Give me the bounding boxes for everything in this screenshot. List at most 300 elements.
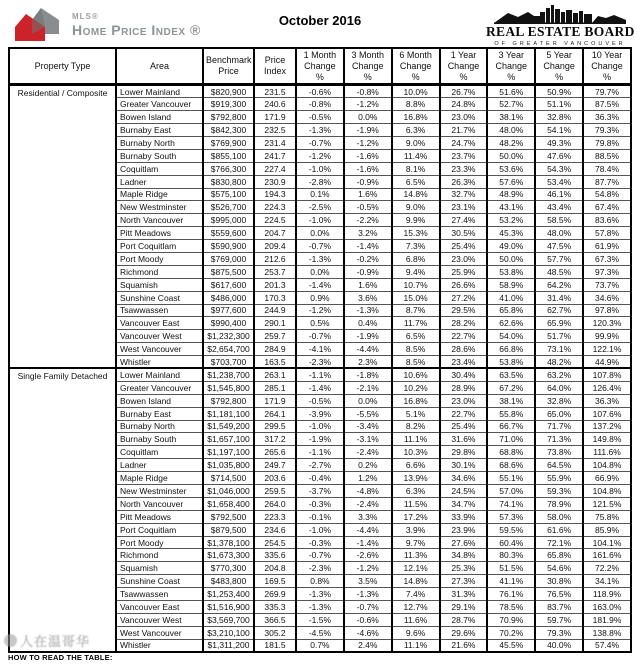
value-cell: 12.7% — [392, 601, 440, 614]
value-cell: -1.2% — [296, 304, 344, 317]
value-cell: 51.7% — [535, 330, 583, 343]
column-header: 1 Year Change % — [440, 48, 488, 85]
value-cell: -2.8% — [296, 175, 344, 188]
value-cell: 6.6% — [392, 459, 440, 472]
value-cell: 51.1% — [535, 98, 583, 111]
hpi-table — [8, 47, 632, 653]
value-cell: -0.5% — [344, 201, 392, 214]
mls-label: MLS® — [72, 11, 99, 21]
value-cell: -2.1% — [344, 381, 392, 394]
value-cell: 48.9% — [487, 188, 535, 201]
value-cell: -1.9% — [296, 433, 344, 446]
value-cell: 9.7% — [392, 536, 440, 549]
value-cell: 85.9% — [583, 523, 631, 536]
area-cell: Burnaby East — [116, 407, 203, 420]
value-cell: 171.9 — [254, 111, 296, 124]
value-cell: 122.1% — [583, 343, 631, 356]
value-cell: 34.6% — [440, 472, 488, 485]
value-cell: 54.0% — [487, 330, 535, 343]
value-cell: 201.3 — [254, 278, 296, 291]
value-cell: -1.0% — [296, 523, 344, 536]
value-cell: -2.6% — [344, 549, 392, 562]
value-cell: 28.9% — [440, 381, 488, 394]
value-cell: 53.6% — [487, 162, 535, 175]
value-cell: -0.9% — [344, 265, 392, 278]
value-cell: 55.9% — [535, 472, 583, 485]
value-cell: $1,046,000 — [203, 485, 254, 498]
value-cell: 21.7% — [440, 124, 488, 137]
hpi-table-header — [9, 48, 631, 85]
value-cell: 30.8% — [535, 575, 583, 588]
value-cell: 6.3% — [392, 485, 440, 498]
value-cell: 45.3% — [487, 227, 535, 240]
value-cell: 27.3% — [440, 575, 488, 588]
value-cell: 0.7% — [296, 639, 344, 652]
value-cell: 36.3% — [583, 111, 631, 124]
value-cell: $1,197,100 — [203, 446, 254, 459]
area-cell: West Vancouver — [116, 626, 203, 639]
area-cell: North Vancouver — [116, 497, 203, 510]
value-cell: 79.3% — [535, 626, 583, 639]
value-cell: $770,300 — [203, 562, 254, 575]
value-cell: -3.1% — [344, 433, 392, 446]
value-cell: -3.9% — [296, 407, 344, 420]
value-cell: 34.1% — [583, 575, 631, 588]
value-cell: 8.5% — [392, 343, 440, 356]
value-cell: 74.1% — [487, 497, 535, 510]
area-cell: Sunshine Coast — [116, 575, 203, 588]
value-cell: 137.2% — [583, 420, 631, 433]
value-cell: -4.8% — [344, 485, 392, 498]
value-cell: 14.8% — [392, 188, 440, 201]
value-cell: -1.3% — [296, 588, 344, 601]
value-cell: 30.4% — [440, 368, 488, 381]
value-cell: 49.3% — [535, 136, 583, 149]
value-cell: 23.0% — [440, 111, 488, 124]
value-cell: 11.1% — [392, 433, 440, 446]
value-cell: 16.8% — [392, 111, 440, 124]
value-cell: 212.6 — [254, 252, 296, 265]
value-cell: -1.1% — [296, 446, 344, 459]
value-cell: 254.5 — [254, 536, 296, 549]
value-cell: 0.0% — [296, 227, 344, 240]
value-cell: 46.1% — [535, 188, 583, 201]
value-cell: 72.1% — [535, 536, 583, 549]
value-cell: 3.2% — [344, 227, 392, 240]
value-cell: -4.4% — [344, 523, 392, 536]
value-cell: $2,654,700 — [203, 343, 254, 356]
value-cell: 66.7% — [487, 420, 535, 433]
value-cell: 8.1% — [392, 162, 440, 175]
value-cell: 171.9 — [254, 394, 296, 407]
value-cell: -3.4% — [344, 420, 392, 433]
value-cell: $1,549,200 — [203, 420, 254, 433]
value-cell: 80.3% — [487, 549, 535, 562]
value-cell: 264.0 — [254, 497, 296, 510]
value-cell: -2.4% — [344, 497, 392, 510]
column-header: 10 Year Change % — [583, 48, 631, 85]
value-cell: 59.3% — [535, 485, 583, 498]
value-cell: 104.1% — [583, 536, 631, 549]
value-cell: 57.4% — [583, 639, 631, 652]
value-cell: 34.8% — [440, 549, 488, 562]
report-date: October 2016 — [278, 13, 362, 28]
value-cell: 48.2% — [487, 136, 535, 149]
value-cell: $1,658,400 — [203, 497, 254, 510]
value-cell: -1.4% — [344, 240, 392, 253]
value-cell: 48.0% — [535, 227, 583, 240]
value-cell: 227.4 — [254, 162, 296, 175]
value-cell: 22.7% — [440, 330, 488, 343]
column-header: Benchmark Price — [203, 48, 254, 85]
area-cell: New Westminster — [116, 201, 203, 214]
value-cell: 30.5% — [440, 227, 488, 240]
value-cell: 335.6 — [254, 549, 296, 562]
value-cell: 30.1% — [440, 459, 488, 472]
value-cell: 169.5 — [254, 575, 296, 588]
value-cell: 11.4% — [392, 149, 440, 162]
value-cell: $3,210,100 — [203, 626, 254, 639]
value-cell: $1,035,800 — [203, 459, 254, 472]
value-cell: 6.5% — [392, 175, 440, 188]
value-cell: -1.3% — [344, 304, 392, 317]
area-cell: Port Moody — [116, 252, 203, 265]
value-cell: -2.5% — [296, 201, 344, 214]
value-cell: 24.5% — [440, 485, 488, 498]
value-cell: -1.5% — [296, 613, 344, 626]
column-header: 3 Year Change % — [487, 48, 535, 85]
value-cell: $1,657,100 — [203, 433, 254, 446]
value-cell: $575,100 — [203, 188, 254, 201]
value-cell: 0.2% — [344, 459, 392, 472]
value-cell: 0.5% — [296, 317, 344, 330]
value-cell: 0.0% — [344, 111, 392, 124]
value-cell: 0.0% — [296, 265, 344, 278]
value-cell: 57.6% — [487, 175, 535, 188]
value-cell: 305.2 — [254, 626, 296, 639]
value-cell: 240.6 — [254, 98, 296, 111]
value-cell: 16.8% — [392, 394, 440, 407]
value-cell: $486,000 — [203, 291, 254, 304]
value-cell: -0.2% — [344, 252, 392, 265]
value-cell: 161.6% — [583, 549, 631, 562]
value-cell: 223.3 — [254, 510, 296, 523]
value-cell: 22.7% — [440, 407, 488, 420]
value-cell: 38.1% — [487, 111, 535, 124]
value-cell: 25.9% — [440, 265, 488, 278]
value-cell: 1.2% — [344, 472, 392, 485]
value-cell: 78.4% — [583, 162, 631, 175]
area-cell: Lower Mainland — [116, 85, 203, 98]
value-cell: 29.6% — [440, 626, 488, 639]
value-cell: 8.5% — [392, 356, 440, 369]
value-cell: 48.2% — [535, 356, 583, 369]
value-cell: 1.6% — [344, 278, 392, 291]
value-cell: 51.6% — [487, 85, 535, 98]
value-cell: 71.0% — [487, 433, 535, 446]
value-cell: 73.7% — [583, 278, 631, 291]
value-cell: $830,800 — [203, 175, 254, 188]
value-cell: 59.7% — [535, 613, 583, 626]
value-cell: 21.6% — [440, 639, 488, 652]
value-cell: 71.7% — [535, 420, 583, 433]
area-cell: Burnaby East — [116, 124, 203, 137]
value-cell: 8.2% — [392, 420, 440, 433]
value-cell: 29.8% — [440, 446, 488, 459]
value-cell: 24.8% — [440, 98, 488, 111]
value-cell: 48.5% — [535, 265, 583, 278]
board-subtitle: OF GREATER VANCOUVER — [494, 41, 626, 47]
area-cell: Coquitlam — [116, 446, 203, 459]
value-cell: 104.8% — [583, 485, 631, 498]
value-cell: 241.7 — [254, 149, 296, 162]
value-cell: 73.8% — [535, 446, 583, 459]
value-cell: $1,378,100 — [203, 536, 254, 549]
value-cell: 70.9% — [487, 613, 535, 626]
value-cell: -2.7% — [296, 459, 344, 472]
value-cell: 11.3% — [392, 549, 440, 562]
value-cell: 28.2% — [440, 317, 488, 330]
area-cell: Pitt Meadows — [116, 510, 203, 523]
value-cell: 87.5% — [583, 98, 631, 111]
area-cell: Squamish — [116, 278, 203, 291]
value-cell: $1,253,400 — [203, 588, 254, 601]
area-cell: Vancouver West — [116, 330, 203, 343]
report-header — [0, 0, 640, 47]
value-cell: 25.4% — [440, 420, 488, 433]
value-cell: 317.2 — [254, 433, 296, 446]
value-cell: $766,300 — [203, 162, 254, 175]
value-cell: 62.6% — [487, 317, 535, 330]
value-cell: -0.9% — [344, 175, 392, 188]
value-cell: 163.5 — [254, 356, 296, 369]
value-cell: 23.0% — [440, 252, 488, 265]
value-cell: 57.3% — [487, 510, 535, 523]
value-cell: $617,600 — [203, 278, 254, 291]
value-cell: 32.8% — [535, 111, 583, 124]
value-cell: -4.1% — [296, 343, 344, 356]
value-cell: 0.1% — [296, 188, 344, 201]
value-cell: 231.4 — [254, 136, 296, 149]
value-cell: 33.9% — [440, 510, 488, 523]
column-header: Property Type — [9, 48, 116, 85]
value-cell: 181.5 — [254, 639, 296, 652]
area-cell: Burnaby South — [116, 149, 203, 162]
value-cell: 120.3% — [583, 317, 631, 330]
value-cell: 65.8% — [487, 304, 535, 317]
value-cell: 53.2% — [487, 214, 535, 227]
value-cell: -0.7% — [296, 240, 344, 253]
value-cell: -1.3% — [296, 601, 344, 614]
value-cell: 97.3% — [583, 265, 631, 278]
value-cell: 72.2% — [583, 562, 631, 575]
value-cell: 53.8% — [487, 265, 535, 278]
value-cell: 66.9% — [583, 472, 631, 485]
area-cell: Port Coquitlam — [116, 523, 203, 536]
value-cell: 50.9% — [535, 85, 583, 98]
watermark-text: 人在温哥华 — [20, 634, 91, 649]
value-cell: -1.4% — [296, 381, 344, 394]
value-cell: 41.0% — [487, 291, 535, 304]
value-cell: 68.8% — [487, 446, 535, 459]
column-header: 5 Year Change % — [535, 48, 583, 85]
value-cell: 59.5% — [487, 523, 535, 536]
value-cell: $769,000 — [203, 252, 254, 265]
value-cell: 10.3% — [392, 446, 440, 459]
value-cell: 23.4% — [440, 356, 488, 369]
value-cell: -1.1% — [296, 368, 344, 381]
value-cell: 224.3 — [254, 201, 296, 214]
value-cell: 10.6% — [392, 368, 440, 381]
value-cell: 6.8% — [392, 252, 440, 265]
value-cell: 79.8% — [583, 136, 631, 149]
value-cell: 43.1% — [487, 201, 535, 214]
value-cell: 285.1 — [254, 381, 296, 394]
value-cell: $1,311,200 — [203, 639, 254, 652]
value-cell: 3.9% — [392, 523, 440, 536]
value-cell: -4.4% — [344, 343, 392, 356]
value-cell: -4.5% — [296, 626, 344, 639]
value-cell: -1.2% — [344, 98, 392, 111]
value-cell: -0.7% — [344, 601, 392, 614]
value-cell: 204.7 — [254, 227, 296, 240]
value-cell: -1.9% — [344, 330, 392, 343]
value-cell: 79.3% — [583, 124, 631, 137]
value-cell: 26.3% — [440, 175, 488, 188]
value-cell: -0.8% — [344, 85, 392, 98]
value-cell: 57.7% — [535, 252, 583, 265]
value-cell: 26.6% — [440, 278, 488, 291]
value-cell: -0.7% — [296, 549, 344, 562]
value-cell: 9.4% — [392, 265, 440, 278]
table-row — [9, 368, 631, 381]
value-cell: 67.4% — [583, 201, 631, 214]
value-cell: 366.5 — [254, 613, 296, 626]
column-header: 1 Month Change % — [296, 48, 344, 85]
value-cell: 11.7% — [392, 317, 440, 330]
value-cell: 78.5% — [487, 601, 535, 614]
value-cell: 54.6% — [535, 562, 583, 575]
value-cell: 57.8% — [583, 227, 631, 240]
value-cell: -3.7% — [296, 485, 344, 498]
area-cell: Vancouver West — [116, 613, 203, 626]
value-cell: $559,600 — [203, 227, 254, 240]
value-cell: 181.9% — [583, 613, 631, 626]
area-cell: Tsawwassen — [116, 588, 203, 601]
value-cell: $3,569,700 — [203, 613, 254, 626]
value-cell: 231.5 — [254, 85, 296, 98]
value-cell: 234.6 — [254, 523, 296, 536]
value-cell: 11.5% — [392, 497, 440, 510]
value-cell: 51.5% — [487, 562, 535, 575]
value-cell: -2.3% — [296, 562, 344, 575]
value-cell: -1.2% — [344, 562, 392, 575]
value-cell: -1.0% — [296, 162, 344, 175]
area-cell: Whistler — [116, 639, 203, 652]
value-cell: $769,900 — [203, 136, 254, 149]
value-cell: $842,300 — [203, 124, 254, 137]
value-cell: 62.7% — [535, 304, 583, 317]
value-cell: 38.1% — [487, 394, 535, 407]
value-cell: 67.2% — [487, 381, 535, 394]
value-cell: 15.3% — [392, 227, 440, 240]
value-cell: 0.9% — [296, 291, 344, 304]
value-cell: 48.0% — [487, 124, 535, 137]
value-cell: -1.3% — [296, 124, 344, 137]
area-cell: Coquitlam — [116, 162, 203, 175]
value-cell: -0.6% — [344, 613, 392, 626]
area-cell: Whistler — [116, 356, 203, 369]
value-cell: 76.1% — [487, 588, 535, 601]
value-cell: 9.6% — [392, 626, 440, 639]
value-cell: 65.0% — [535, 407, 583, 420]
value-cell: 64.2% — [535, 278, 583, 291]
value-cell: 111.6% — [583, 446, 631, 459]
value-cell: 53.4% — [535, 175, 583, 188]
value-cell: -1.6% — [344, 149, 392, 162]
value-cell: 3.5% — [344, 575, 392, 588]
value-cell: -1.3% — [344, 588, 392, 601]
vancouver-skyline-icon — [494, 4, 626, 24]
column-header: 3 Month Change % — [344, 48, 392, 85]
area-cell: Maple Ridge — [116, 188, 203, 201]
value-cell: 269.9 — [254, 588, 296, 601]
value-cell: 8.7% — [392, 304, 440, 317]
value-cell: 50.0% — [487, 252, 535, 265]
area-cell: Greater Vancouver — [116, 381, 203, 394]
value-cell: $855,100 — [203, 149, 254, 162]
value-cell: 2.4% — [344, 639, 392, 652]
value-cell: 107.8% — [583, 368, 631, 381]
value-cell: 25.3% — [440, 562, 488, 575]
value-cell: 60.4% — [487, 536, 535, 549]
value-cell: 97.8% — [583, 304, 631, 317]
value-cell: $1,545,800 — [203, 381, 254, 394]
value-cell: $995,000 — [203, 214, 254, 227]
value-cell: 44.9% — [583, 356, 631, 369]
value-cell: 78.9% — [535, 497, 583, 510]
value-cell: 57.0% — [487, 485, 535, 498]
value-cell: 14.8% — [392, 575, 440, 588]
value-cell: $977,600 — [203, 304, 254, 317]
value-cell: 65.9% — [535, 317, 583, 330]
value-cell: $1,516,900 — [203, 601, 254, 614]
value-cell: 31.4% — [535, 291, 583, 304]
value-cell: 118.9% — [583, 588, 631, 601]
value-cell: 31.6% — [440, 433, 488, 446]
value-cell: -1.4% — [344, 536, 392, 549]
value-cell: 290.1 — [254, 317, 296, 330]
value-cell: 12.1% — [392, 562, 440, 575]
value-cell: 163.0% — [583, 601, 631, 614]
value-cell: 25.4% — [440, 240, 488, 253]
board-name: REAL ESTATE BOARD — [486, 24, 635, 39]
value-cell: 63.2% — [535, 368, 583, 381]
value-cell: 58.0% — [535, 510, 583, 523]
value-cell: 0.4% — [344, 317, 392, 330]
hpi-table-body — [9, 85, 631, 652]
value-cell: 55.1% — [487, 472, 535, 485]
value-cell: 13.9% — [392, 472, 440, 485]
value-cell: -0.1% — [296, 510, 344, 523]
area-cell: Vancouver East — [116, 317, 203, 330]
value-cell: $714,500 — [203, 472, 254, 485]
value-cell: 53.8% — [487, 356, 535, 369]
value-cell: 17.2% — [392, 510, 440, 523]
value-cell: $919,300 — [203, 98, 254, 111]
value-cell: -0.3% — [296, 497, 344, 510]
value-cell: 5.1% — [392, 407, 440, 420]
